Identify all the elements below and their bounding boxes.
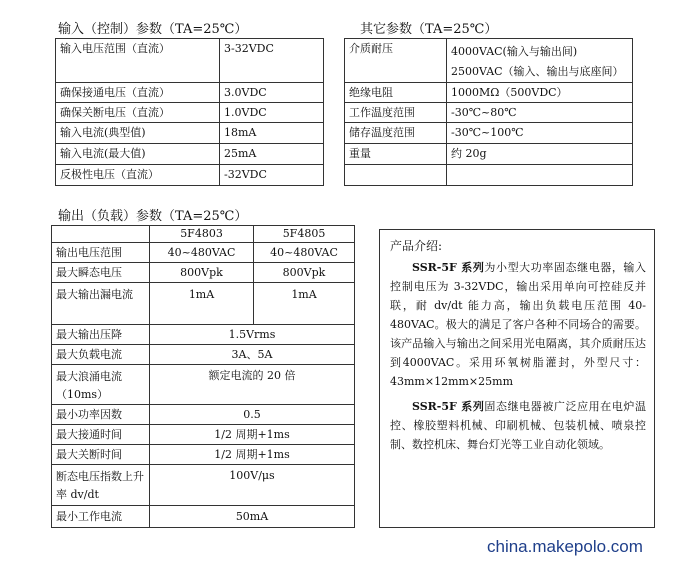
other-param-value: 约 20g: [447, 144, 633, 165]
table-row: [56, 39, 633, 83]
other-param-value-line: 4000VAC(输入与输出间): [451, 44, 578, 58]
output-param-label: 最大关断时间: [52, 445, 150, 465]
output-param-label: 最大瞬态电压: [52, 263, 150, 283]
input-param-value: 3-32VDC: [220, 39, 324, 83]
other-param-label: 储存温度范围: [345, 123, 447, 144]
output-param-label: 最小功率因数: [52, 405, 150, 425]
table-row: [52, 263, 355, 283]
output-param-value: 100V/μs: [150, 465, 355, 506]
series-name: SSR-5F 系列: [412, 400, 485, 413]
output-param-value: 40~480VAC: [254, 243, 355, 263]
output-param-value: 1/2 周期+1ms: [150, 445, 355, 465]
output-param-label: 最大负载电流: [52, 345, 150, 365]
table-row: [52, 405, 355, 425]
table-row: [56, 83, 633, 103]
table-row: [52, 283, 355, 325]
model-header: 5F4805: [254, 226, 355, 243]
other-param-value: -30℃~80℃: [447, 103, 633, 123]
intro-paragraph: [390, 258, 646, 391]
table-row: [52, 445, 355, 465]
table-row: [52, 345, 355, 365]
output-param-label: 最大接通时间: [52, 425, 150, 445]
output-params-title: 输出（负载）参数（TA=25℃）: [58, 209, 248, 224]
table-row: [52, 243, 355, 263]
other-param-label: 重量: [345, 144, 447, 165]
output-param-value: 40~480VAC: [150, 243, 254, 263]
other-param-value-line: 2500VAC（输入、输出与底座间）: [451, 64, 624, 78]
table-row: [52, 506, 355, 528]
table-row: [52, 465, 355, 506]
intro-paragraph: [390, 397, 646, 454]
table-row: [52, 425, 355, 445]
intro-text: 为小型大功率固态继电器，输入控制电压为 3-32VDC，输出采用单向可控硅反并联，耐 dv/dt 能力高，输出负载电压范围 40-480VAC。极大的满足了客户各种不同场合的需要。该产品输入与输出之间采用光电隔离，其介质耐压达到4000VAC。采用环氧树脂灌封，外型尺寸：43mm×12mm×25mm: [390, 261, 646, 388]
input-param-label: 确保关断电压（直流）: [56, 103, 220, 123]
other-param-label: 绝缘电阻: [345, 83, 447, 103]
output-param-value: 0.5: [150, 405, 355, 425]
output-param-value: 1/2 周期+1ms: [150, 425, 355, 445]
table-row: [56, 103, 633, 123]
intro-text: 固态继电器被广泛应用在电炉温控、橡胶塑料机械、印刷机械、包装机械、喷泉控制、数控机床、舞台灯光等工业自动化领域。: [390, 400, 646, 451]
input-param-label: 确保接通电压（直流）: [56, 83, 220, 103]
table-row: [52, 325, 355, 345]
input-param-value: 1.0VDC: [220, 103, 324, 123]
output-param-value: 50mA: [150, 506, 355, 528]
table-row: [52, 365, 355, 405]
output-param-label: 最大输出压降: [52, 325, 150, 345]
input-param-label: 输入电流(典型值): [56, 123, 220, 144]
input-param-value: 25mA: [220, 144, 324, 165]
output-param-value: 1mA: [150, 283, 254, 325]
output-params-table: [51, 225, 355, 528]
output-param-label: 输出电压范围: [52, 243, 150, 263]
input-param-label: 输入电流(最大值): [56, 144, 220, 165]
series-name: SSR-5F 系列: [412, 261, 485, 274]
other-param-value: [447, 39, 633, 83]
watermark-text: china.makepolo.com: [487, 537, 643, 556]
output-param-value: 1.5Vrms: [150, 325, 355, 345]
input-param-label: 输入电压范围（直流）: [56, 39, 220, 83]
product-intro-box: [379, 229, 655, 528]
table-row: [56, 165, 633, 186]
input-param-label: 反极性电压（直流）: [56, 165, 220, 186]
other-params-title: 其它参数（TA=25℃）: [360, 22, 498, 37]
table-row: [56, 123, 633, 144]
output-param-value: 3A、5A: [150, 345, 355, 365]
output-param-label: 断态电压指数上升率 dv/dt: [52, 465, 150, 506]
other-param-label: 介质耐压: [345, 39, 447, 83]
output-param-label: 最大浪涌电流（10ms）: [52, 365, 150, 405]
output-param-value: 800Vpk: [150, 263, 254, 283]
table-row: [56, 144, 633, 165]
other-param-value: [447, 165, 633, 186]
top-params-table: [55, 38, 633, 186]
input-params-title: 输入（控制）参数（TA=25℃）: [58, 22, 248, 37]
input-param-value: 18mA: [220, 123, 324, 144]
output-param-value: 额定电流的 20 倍: [150, 365, 355, 405]
other-param-label: [345, 165, 447, 186]
other-param-value: -30℃~100℃: [447, 123, 633, 144]
input-param-value: 3.0VDC: [220, 83, 324, 103]
output-param-label: 最小工作电流: [52, 506, 150, 528]
output-param-value: 1mA: [254, 283, 355, 325]
other-param-label: 工作温度范围: [345, 103, 447, 123]
input-param-value: -32VDC: [220, 165, 324, 186]
other-param-value: 1000MΩ（500VDC）: [447, 83, 633, 103]
table-row: [52, 226, 355, 243]
output-param-label: 最大输出漏电流: [52, 283, 150, 325]
output-param-value: 800Vpk: [254, 263, 355, 283]
intro-heading: 产品介绍:: [390, 239, 443, 253]
model-header: 5F4803: [150, 226, 254, 243]
